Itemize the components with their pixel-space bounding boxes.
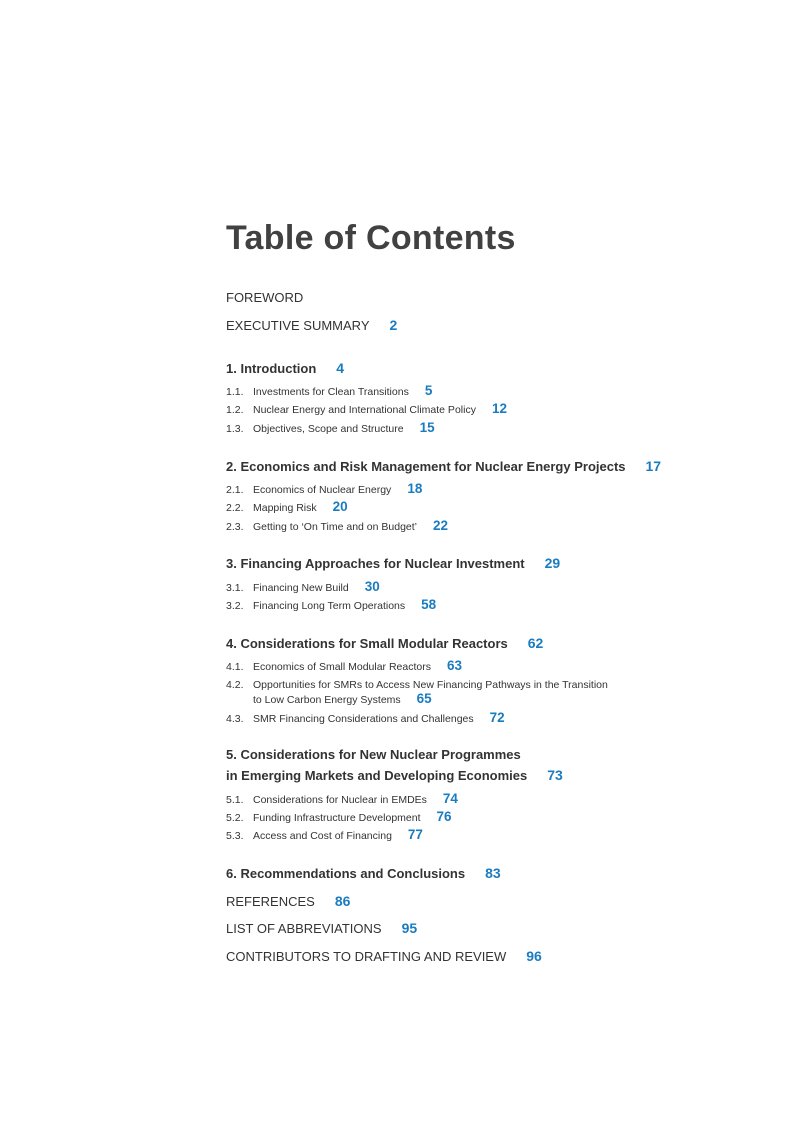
toc-entry-abbreviations[interactable] (226, 920, 417, 936)
toc-page-number: 18 (407, 481, 423, 496)
toc-chapter-label: 5. Considerations for New Nuclear Programmes (226, 747, 521, 762)
toc-section-number: 1.3. (226, 423, 244, 435)
toc-section-2-3[interactable] (226, 518, 448, 533)
toc-section-line (226, 678, 608, 692)
toc-page-number: 95 (401, 920, 418, 936)
toc-page-number: 74 (442, 791, 458, 806)
toc-section-number: 3.2. (226, 600, 244, 612)
toc-page-number: 17 (645, 458, 662, 474)
toc-entry-label: EXECUTIVE SUMMARY (226, 318, 370, 333)
toc-section-number: 5.3. (226, 830, 244, 842)
toc-page-number: 20 (332, 499, 348, 514)
toc-section-label: Investments for Clean Transitions (253, 386, 409, 398)
toc-section-4-2[interactable] (226, 678, 608, 707)
toc-section-label: Nuclear Energy and International Climate Policy (253, 404, 476, 416)
toc-page-number: 83 (485, 865, 501, 881)
toc-section-5-1[interactable] (226, 791, 458, 806)
toc-section-label: Opportunities for SMRs to Access New Financing Pathways in the Transition (253, 679, 608, 691)
toc-chapter-label: 6. Recommendations and Conclusions (226, 866, 466, 881)
toc-section-1-3[interactable] (226, 420, 435, 435)
toc-page-number: 15 (419, 420, 435, 435)
toc-section-number: 5.2. (226, 812, 244, 824)
toc-section-label: Financing New Build (253, 582, 349, 594)
toc-section-3-1[interactable] (226, 579, 380, 594)
toc-section-number: 2.1. (226, 484, 244, 496)
toc-section-number: 1.2. (226, 404, 244, 416)
toc-entry-executive-summary[interactable] (226, 317, 397, 333)
toc-chapter-4[interactable] (226, 635, 543, 651)
toc-section-label: Economics of Nuclear Energy (253, 484, 392, 496)
toc-page-number: 5 (424, 383, 433, 398)
toc-chapter-label: 2. Economics and Risk Management for Nuclear Energy Projects (226, 459, 626, 474)
toc-section-label: Mapping Risk (253, 502, 317, 514)
toc-chapter-3[interactable] (226, 555, 560, 571)
toc-page-number: 96 (526, 948, 542, 964)
toc-page-number: 73 (547, 767, 563, 783)
toc-section-number: 5.1. (226, 794, 244, 806)
toc-chapter-label: 4. Considerations for Small Modular Reactors (226, 636, 508, 651)
toc-section-number: 2.3. (226, 521, 244, 533)
toc-section-label: Getting to ‘On Time and on Budget’ (253, 521, 418, 533)
toc-page-number: 72 (489, 710, 505, 725)
toc-chapter-label: 3. Financing Approaches for Nuclear Investment (226, 556, 525, 571)
toc-section-label: SMR Financing Considerations and Challenges (253, 713, 474, 725)
toc-section-label-continued: to Low Carbon Energy Systems (253, 694, 401, 706)
toc-page-number: 2 (389, 317, 398, 333)
toc-chapter-label-continued: in Emerging Markets and Developing Economies (226, 768, 528, 783)
toc-page-number: 12 (491, 401, 507, 416)
toc-section-number: 4.3. (226, 713, 244, 725)
toc-section-4-3[interactable] (226, 710, 505, 725)
toc-entry-label: REFERENCES (226, 894, 315, 909)
toc-section-1-2[interactable] (226, 401, 507, 416)
toc-chapter-6[interactable] (226, 865, 501, 881)
toc-chapter-2[interactable] (226, 458, 661, 474)
toc-section-2-1[interactable] (226, 481, 422, 496)
toc-chapter-1[interactable] (226, 360, 344, 376)
toc-page-number: 62 (527, 635, 544, 651)
toc-section-2-2[interactable] (226, 499, 348, 514)
toc-section-number: 4.1. (226, 661, 244, 673)
toc-entry-label: LIST OF ABBREVIATIONS (226, 921, 382, 936)
toc-section-5-2[interactable] (226, 809, 452, 824)
toc-page-number: 30 (364, 579, 380, 594)
toc-section-5-3[interactable] (226, 827, 423, 842)
page-title: Table of Contents (226, 219, 516, 257)
toc-page-number: 29 (544, 555, 561, 571)
toc-chapter-label: 1. Introduction (226, 361, 317, 376)
toc-entry-label: FOREWORD (226, 290, 304, 305)
toc-page-number: 76 (436, 809, 452, 824)
toc-section-number: 1.1. (226, 386, 244, 398)
toc-section-number: 3.1. (226, 582, 244, 594)
toc-section-label: Financing Long Term Operations (253, 600, 406, 612)
toc-section-number: 4.2. (226, 679, 244, 691)
toc-section-3-2[interactable] (226, 597, 436, 612)
toc-page-number: 65 (416, 691, 432, 706)
toc-page-number: 58 (421, 597, 437, 612)
toc-page-number: 77 (407, 827, 423, 842)
toc-page-number: 4 (336, 360, 345, 376)
toc-section-label: Considerations for Nuclear in EMDEs (253, 794, 427, 806)
toc-chapter-5[interactable] (226, 747, 521, 762)
toc-section-1-1[interactable] (226, 383, 432, 398)
toc-page-number: 63 (446, 658, 463, 673)
toc-page-number: 86 (334, 893, 351, 909)
toc-section-number: 2.2. (226, 502, 244, 514)
toc-section-label: Funding Infrastructure Development (253, 812, 421, 824)
toc-chapter-5-continued[interactable] (226, 767, 563, 783)
toc-section-label: Economics of Small Modular Reactors (253, 661, 431, 673)
toc-section-label: Objectives, Scope and Structure (253, 423, 404, 435)
toc-section-label: Access and Cost of Financing (253, 830, 392, 842)
toc-entry-label: CONTRIBUTORS TO DRAFTING AND REVIEW (226, 949, 507, 964)
toc-entry-foreword[interactable] (226, 290, 303, 305)
toc-section-4-1[interactable] (226, 658, 462, 673)
toc-page-number: 22 (433, 518, 449, 533)
toc-section-line (226, 692, 608, 707)
toc-entry-references[interactable] (226, 893, 350, 909)
toc-entry-contributors[interactable] (226, 948, 542, 964)
